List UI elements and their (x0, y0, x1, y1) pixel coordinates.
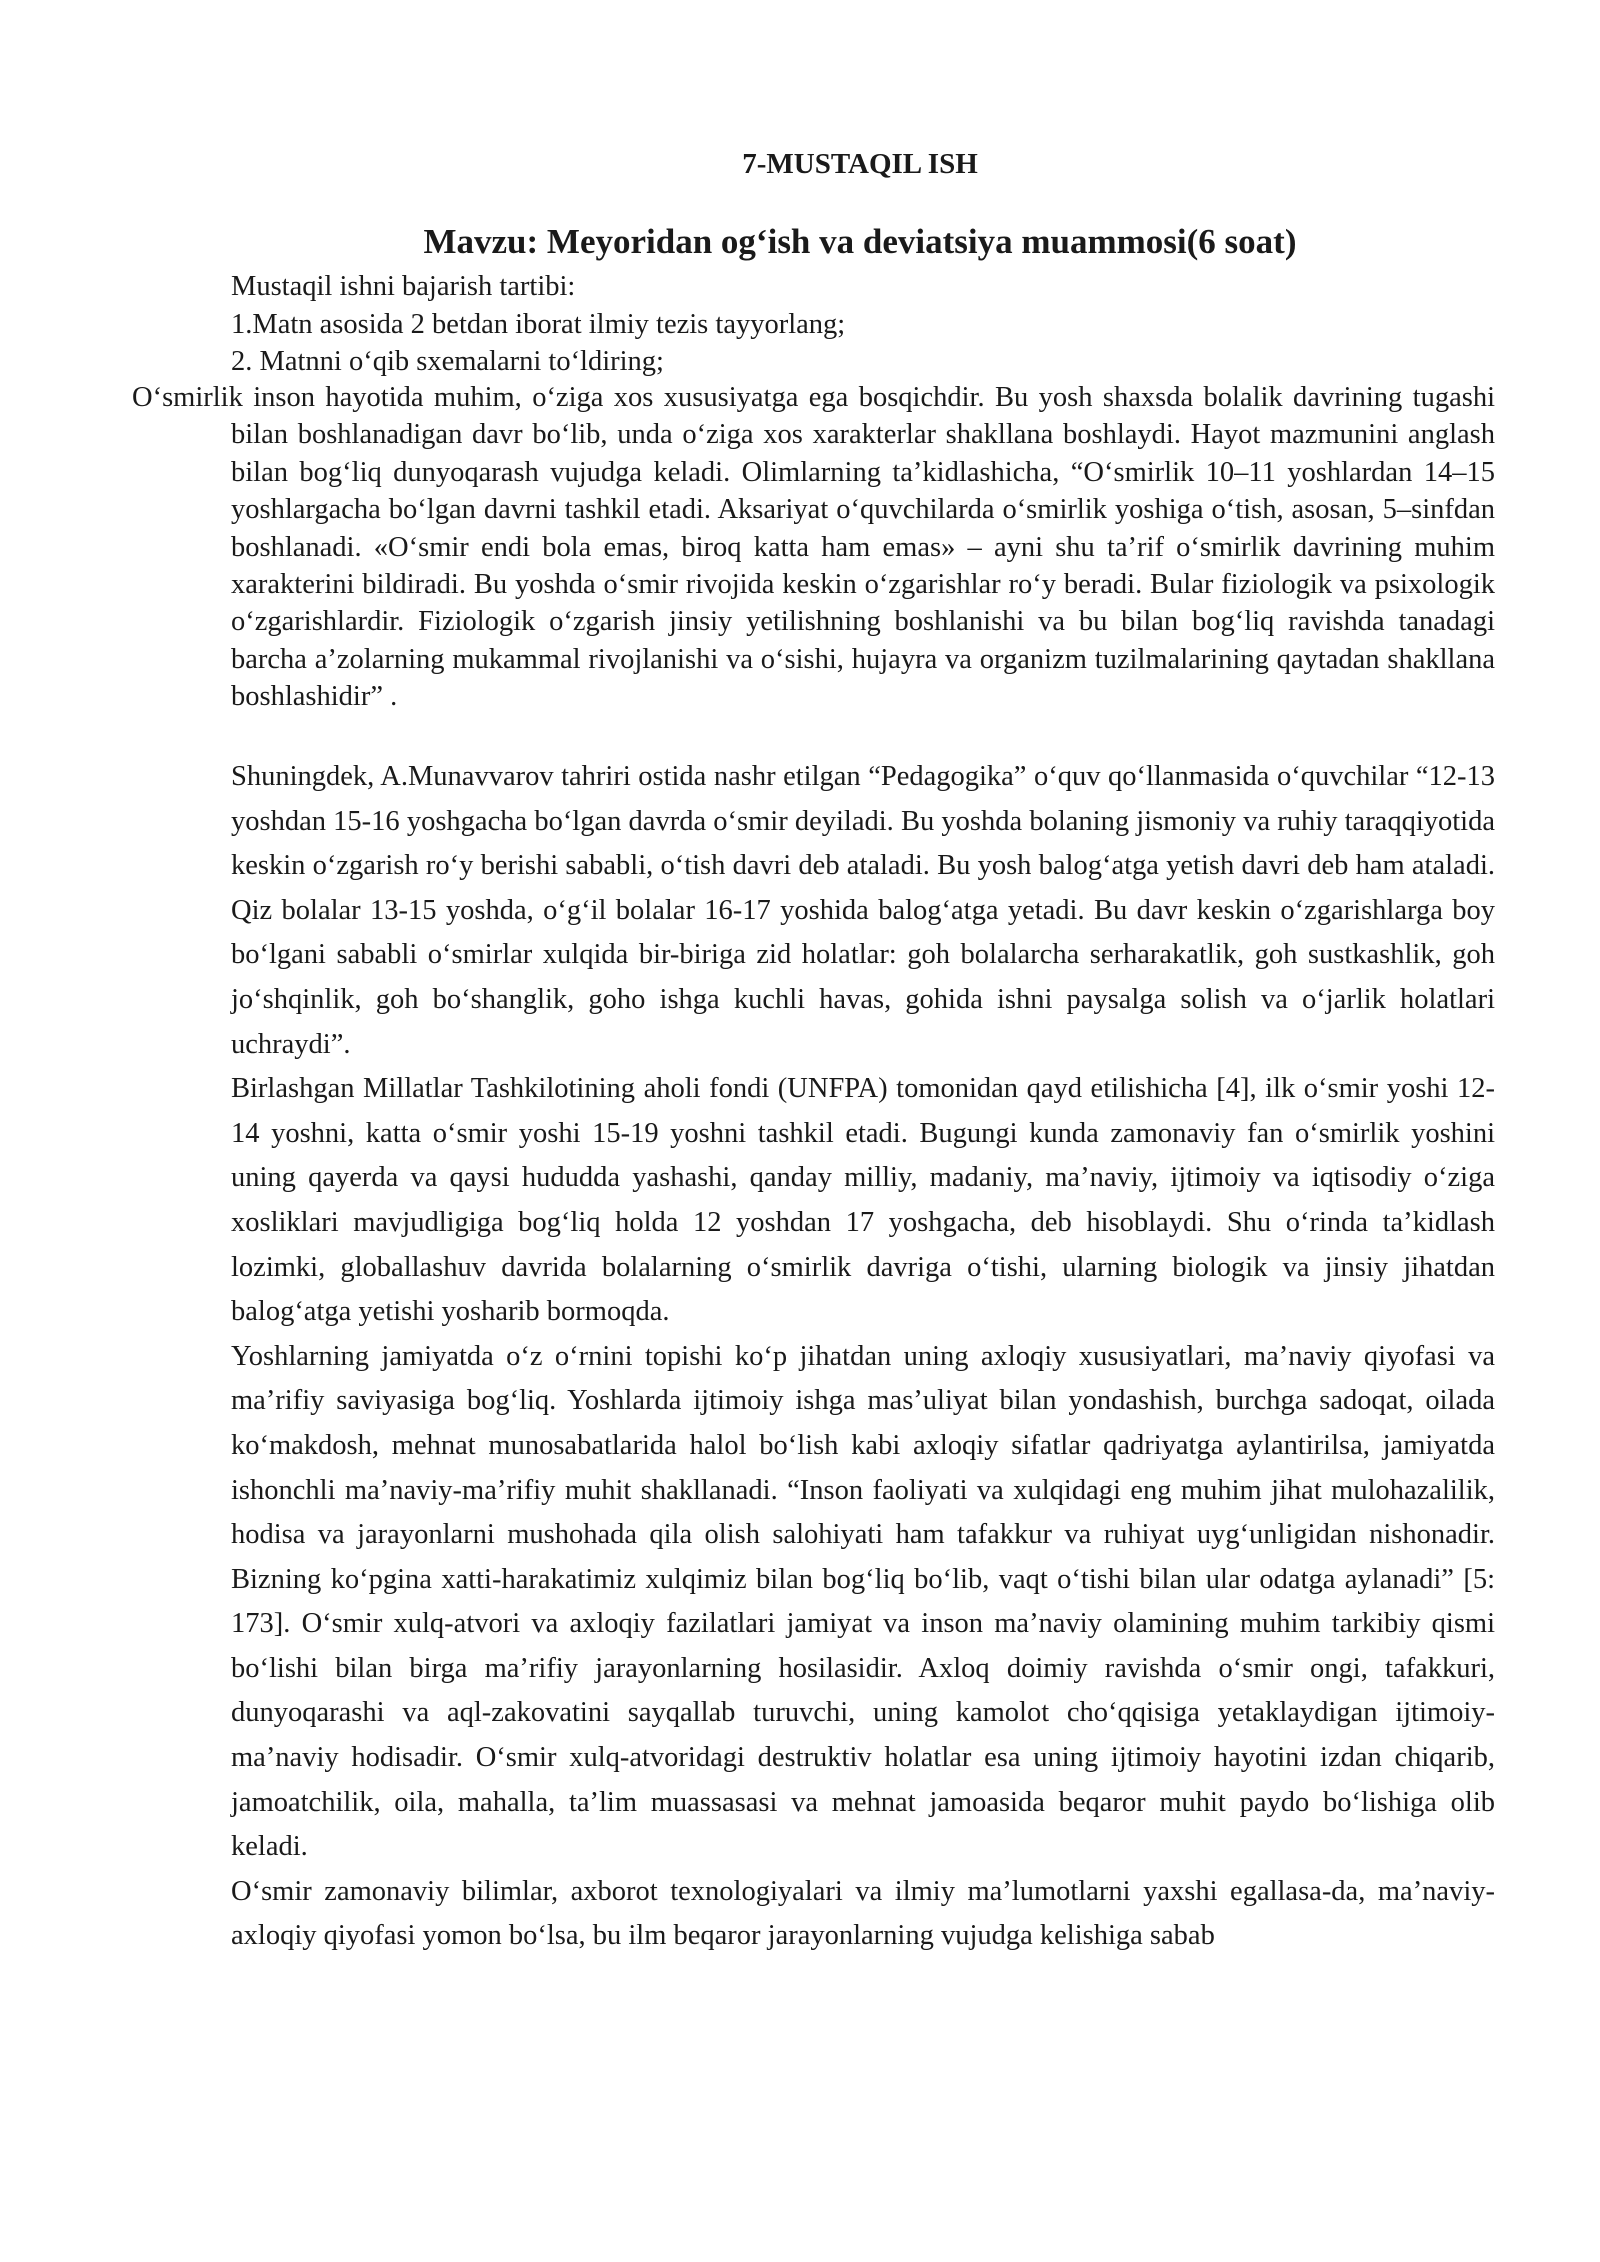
instructions-block (231, 268, 1491, 381)
instruction-item: 1.Matn asosida 2 betdan iborat ilmiy tezis tayyorlang; (231, 308, 846, 340)
instruction-item: 2. Matnni o‘qib sxemalarni to‘ldiring; (231, 346, 664, 377)
document-label: 7-MUSTAQIL ISH (742, 148, 978, 180)
body-paragraph: O‘smirlik inson hayotida muhim, o‘ziga xos xususiyatga ega bosqichdir. Bu yosh shaxsda bolalik davrining tugashi bilan boshlanadigan davr bo‘lib, unda o‘ziga xos xarakterlar shakllana boshlaydi. Hayot mazmunini anglash bilan bog‘liq dunyoqarash vujudga keladi. Olimlarning ta’kidlashicha, “O‘smirlik 10–11 yoshlardan 14–15 yoshlargacha bo‘lgan davrni tashkil etadi. Aksariyat o‘quvchilarda o‘smirlik yoshiga o‘tish, asosan, 5–sinfdan boshlanadi. «O‘smir endi bola emas, biroq katta ham emas» – ayni shu ta’rif o‘smirlik davrining muhim xarakterini bildiradi. Bu yoshda o‘smir rivojida keskin o‘zgarishlar ro‘y beradi. Bular fiziologik va psixologik o‘zgarishlardir. Fiziologik o‘zgarish jinsiy yetilishning boshlanishi va bu bilan bog‘liq ravishda tanadagi barcha a’zolarning mukammal rivojlanishi va o‘sishi, hujayra va organizm tuzilmalarining qaytadan shakllana boshlashidir” . (132, 382, 1495, 713)
document-title: Mavzu: Meyoridan og‘ish va deviatsiya muammosi(6 soat) (423, 222, 1297, 261)
body-paragraph: Birlashgan Millatlar Tashkilotining aholi fondi (UNFPA) tomonidan qayd etilishicha [4], ilk o‘smir yoshi 12-14 yoshni, katta o‘smir yoshi 15-19 yoshni tashkil etadi. Bugungi kunda zamonaviy fan o‘smirlik yoshini uning qayerda va qaysi hududda yashashi, qanday milliy, madaniy, ma’naviy, ijtimoiy va iqtisodiy o‘ziga xosliklari mavjudligiga bog‘liq holda 12 yoshdan 17 yoshgacha, deb hisoblaydi. Shu o‘rinda ta’kidlash lozimki, globallashuv davrida bolalarning o‘smirlik davriga o‘tishi, ularning biologik va jinsiy jihatdan balog‘atga yetishi yosharib bormoqda. (231, 1073, 1495, 1328)
body-paragraph: Shuningdek, A.Munavvarov tahriri ostida nashr etilgan “Pedagogika” o‘quv qo‘llanmasida o‘quvchilar “12-13 yoshdan 15-16 yoshgacha bo‘lgan davrda o‘smir deyiladi. Bu yoshda bolaning jismoniy va ruhiy taraqqiyotida keskin o‘zgarish ro‘y berishi sababli, o‘tish davri deb ataladi. Bu yosh balog‘atga yetish davri deb ham ataladi. Qiz bolalar 13-15 yoshda, o‘g‘il bolalar 16-17 yoshida balog‘atga yetadi. Bu davr keskin o‘zgarishlarga boy bo‘lgani sababli o‘smirlar xulqida bir-biriga zid holatlar: goh bolalarcha serharakatlik, goh sustkashlik, goh jo‘shqinlik, goh bo‘shanglik, goho ishga kuchli havas, gohida ishni paysalga solish va o‘jarlik holatlari uchraydi”. (231, 761, 1495, 1060)
body-paragraph: Yoshlarning jamiyatda o‘z o‘rnini topishi ko‘p jihatdan uning axloqiy xususiyatlari, ma’naviy qiyofasi va ma’rifiy saviyasiga bog‘liq. Yoshlarda ijtimoiy ishga mas’uliyat bilan yondashish, burchga sadoqat, oilada ko‘makdosh, mehnat munosabatlarida halol bo‘lish kabi axloqiy sifatlar qadriyatga aylantirilsa, jamiyatda ishonchli ma’naviy-ma’rifiy muhit shakllanadi. “Inson faoliyati va xulqidagi eng muhim jihat mulohazalilik, hodisa va jarayonlarni mushohada qila olish salohiyati ham tafakkur va ruhiyat uyg‘unligidan nishonadir. Bizning ko‘pgina xatti-harakatimiz xulqimiz bilan bog‘liq bo‘lib, vaqt o‘tishi bilan ular odatga aylanadi” [5: 173]. O‘smir xulq-atvori va axloqiy fazilatlari jamiyat va inson ma’naviy olamining muhim tarkibiy qismi bo‘lishi bilan birga ma’rifiy jarayonlarning hosilasidir. Axloq doimiy ravishda o‘smir ongi, tafakkuri, dunyoqarashi va aql-zakovatini sayqallab turuvchi, uning kamolot cho‘qqisiga yetaklaydigan ijtimoiy-ma’naviy hodisadir. O‘smir xulq-atvoridagi destruktiv holatlar esa uning ijtimoiy hayotini izdan chiqarib, jamoatchilik, oila, mahalla, ta’lim muassasasi va mehnat jamoasida beqaror muhit paydo bo‘lishiga olib keladi. (231, 1340, 1495, 1863)
document-body (231, 755, 1495, 1959)
body-paragraph: O‘smir zamonaviy bilimlar, axborot texnologiyalari va ilmiy ma’lumotlarni yaxshi egallasa-da, ma’naviy-axloqiy qiyofasi yomon bo‘lsa, bu ilm beqaror jarayonlarning vujudga kelishiga sabab (231, 1875, 1495, 1952)
instructions-heading: Mustaqil ishni bajarish tartibi: (231, 271, 576, 302)
